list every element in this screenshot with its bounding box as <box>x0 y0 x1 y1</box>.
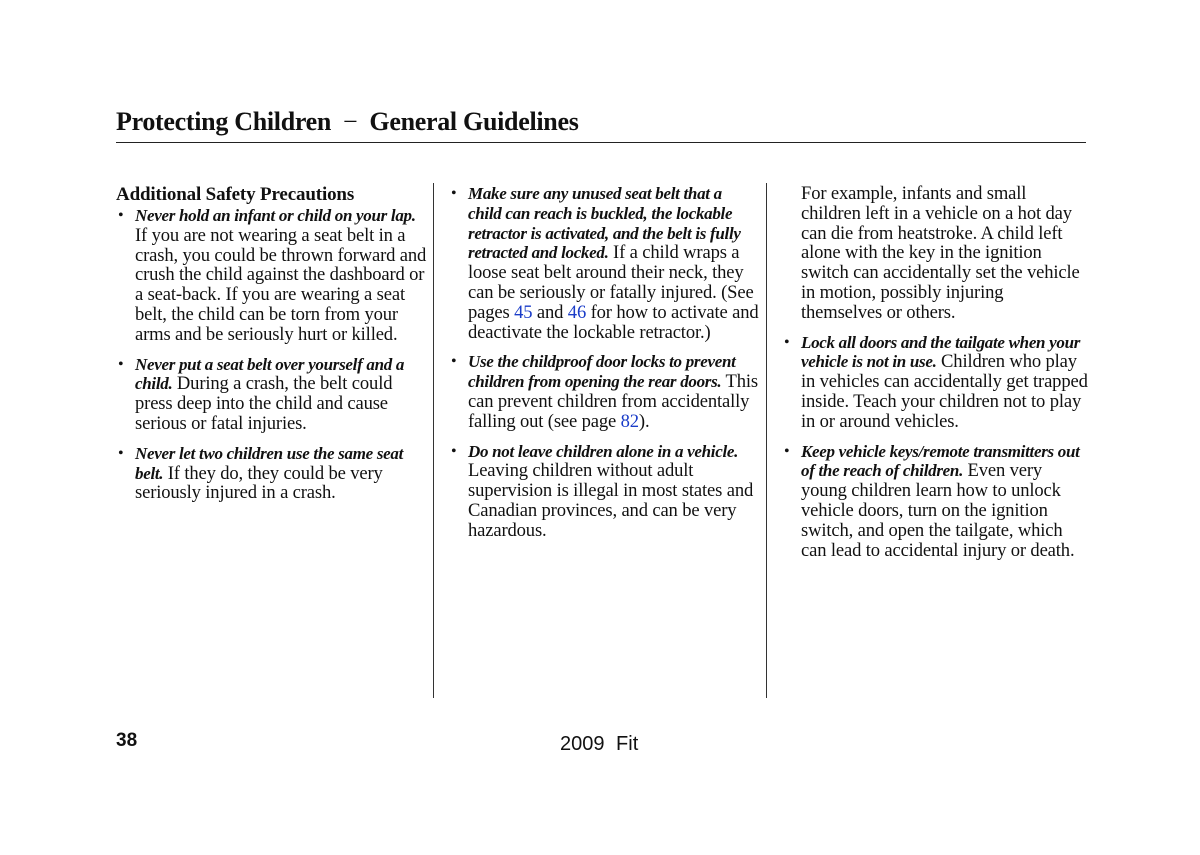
bullet-icon: • <box>784 442 790 460</box>
item-text: ). <box>638 410 650 432</box>
page-number: 38 <box>116 730 138 751</box>
continued-paragraph: For example, infants and small children left in a vehicle on a hot day can die from heatstroke. A child left alone with the key in the ignition switch can accidentally set the vehicle in motion, possibly injuring themselves or others. <box>801 183 1080 323</box>
page-link-45[interactable]: 45 <box>514 301 533 323</box>
item-text: If a child wraps a loose seat belt around their neck, they can be seriously or fatally injured. (See pages <box>468 242 754 323</box>
bullet-icon: • <box>451 442 457 460</box>
bullet-icon: • <box>118 355 124 373</box>
page-title <box>116 104 579 140</box>
list-item <box>782 442 1088 561</box>
list-item <box>116 444 428 503</box>
list-item <box>782 333 1088 432</box>
precautions-list-1 <box>116 206 428 503</box>
title-rule <box>116 142 1086 143</box>
bullet-icon: • <box>784 333 790 351</box>
page-link-46[interactable]: 46 <box>567 301 587 323</box>
bullet-icon: • <box>118 207 124 224</box>
item-text: This can prevent children from accidentally falling out (see page <box>468 371 758 432</box>
item-text: During a crash, the belt could press deep into the child and cause serious or fatal injuries. <box>135 373 393 434</box>
column-divider-1 <box>433 183 434 698</box>
list-item <box>116 206 428 345</box>
page-title-topic: General Guidelines <box>369 107 579 136</box>
precautions-list-3 <box>782 333 1088 561</box>
column-1 <box>116 184 428 513</box>
list-item <box>449 442 759 541</box>
item-lead: Make sure any unused seat belt that a child can reach is buckled, the lockable retractor is activated, and the belt is fully retracted and locked. <box>468 184 741 263</box>
list-item <box>449 352 759 431</box>
bullet-icon: • <box>451 185 457 202</box>
title-separator: − <box>343 107 358 136</box>
footer-model: 2009 Fit <box>560 733 639 755</box>
item-text: Even very young children learn how to unlock vehicle doors, turn on the ignition switch, and open the tailgate, which can lead to accidental injury or death. <box>801 460 1075 561</box>
bullet-icon: • <box>451 353 457 371</box>
item-lead: Never let two children use the same seat belt. <box>135 443 404 483</box>
item-lead: Never hold an infant or child on your lap. <box>135 206 416 225</box>
item-text: If you are not wearing a seat belt in a crash, you could be thrown forward and crush the child against the dashboard or a seat-back. If you are wearing a seat belt, the child can be torn from your arms and be seriously hurt or killed. <box>135 224 427 345</box>
column-3 <box>782 184 1088 570</box>
section-heading: Additional Safety Precautions <box>116 184 355 205</box>
item-lead: Use the childproof door locks to prevent children from opening the rear doors. <box>468 352 736 392</box>
item-lead: Do not leave children alone in a vehicle. <box>468 441 739 461</box>
item-text: Children who play in vehicles can accidentally get trapped inside. Teach your children not to play in or around vehicles. <box>801 351 1088 432</box>
precautions-list-2 <box>449 184 759 541</box>
list-item <box>449 184 759 342</box>
page-title-section: Protecting Children <box>116 107 332 136</box>
bullet-icon: • <box>118 444 124 462</box>
item-text: for how to activate and deactivate the lockable retractor.) <box>468 301 759 343</box>
column-2 <box>449 184 759 551</box>
item-text: and <box>532 301 568 323</box>
item-text: Leaving children without adult supervision is illegal in most states and Canadian provinces, and can be very hazardous. <box>468 460 754 541</box>
page-link-82[interactable]: 82 <box>620 410 639 432</box>
item-lead: Keep vehicle keys/remote transmitters out of the reach of children. <box>801 441 1080 481</box>
list-item <box>116 355 428 434</box>
item-text: If they do, they could be very seriously injured in a crash. <box>135 462 383 504</box>
item-lead: Lock all doors and the tailgate when your vehicle is not in use. <box>801 332 1081 372</box>
column-divider-2 <box>766 183 767 698</box>
item-lead: Never put a seat belt over yourself and a child. <box>135 354 405 394</box>
